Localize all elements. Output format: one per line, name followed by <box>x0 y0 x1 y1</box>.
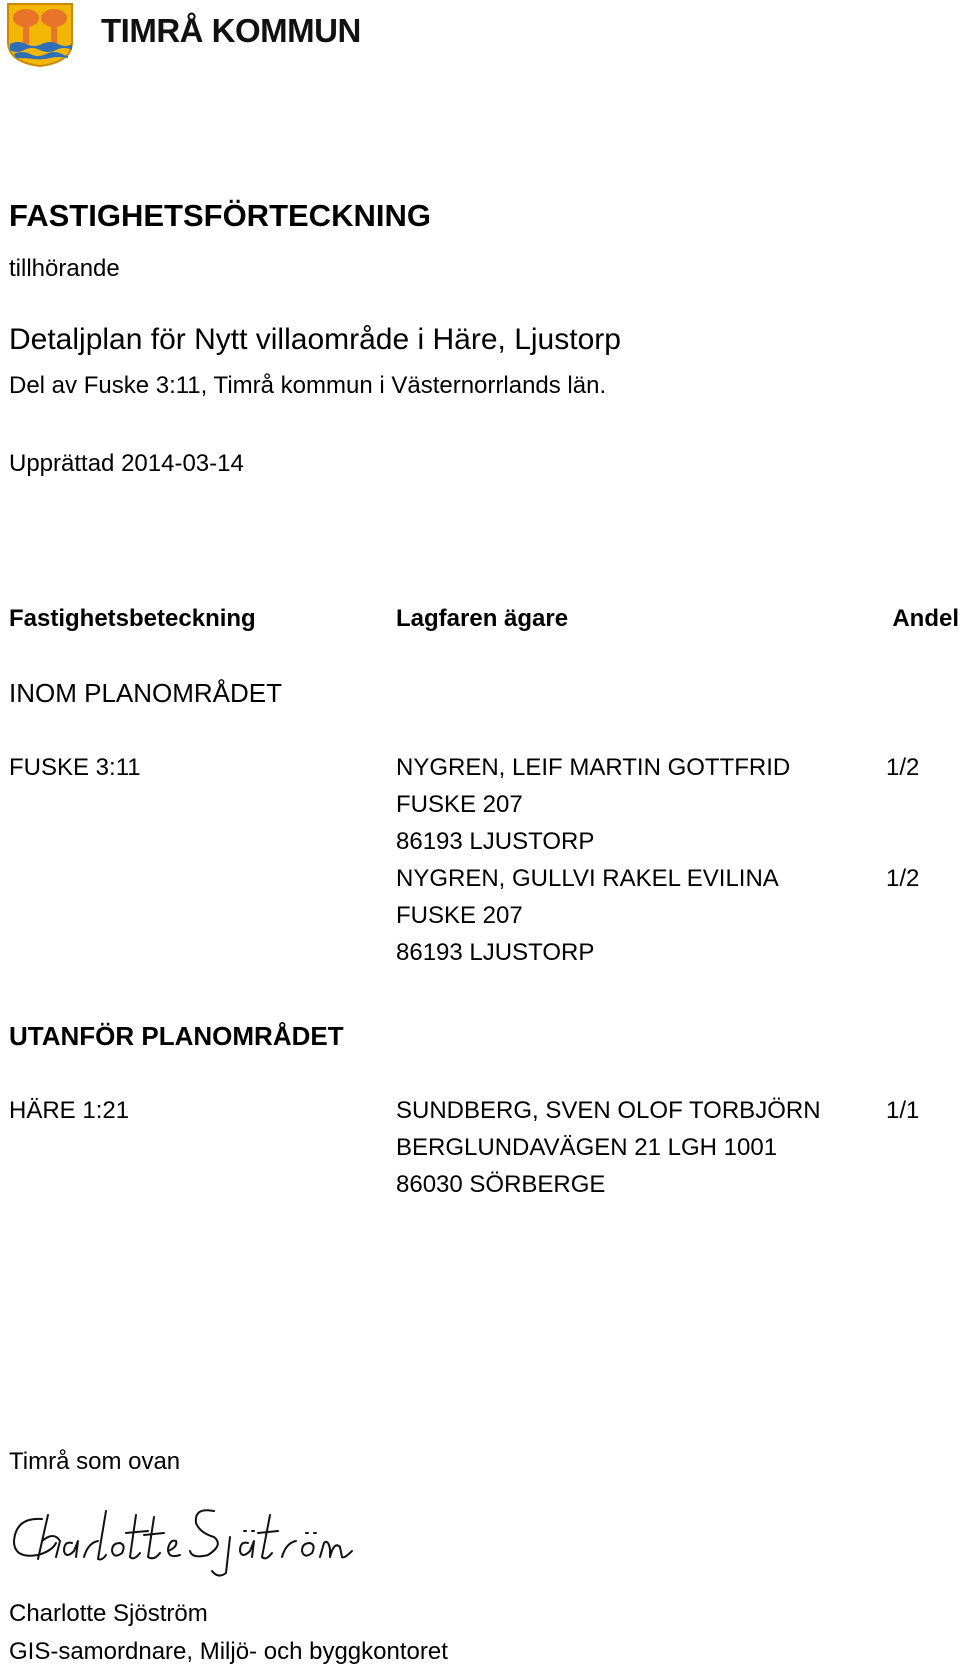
header-logo <box>6 2 361 68</box>
document-title: FASTIGHETSFÖRTECKNING <box>9 198 431 233</box>
owner-line: FUSKE 207 <box>396 902 523 929</box>
column-header-owner: Lagfaren ägare <box>396 605 569 632</box>
signer-name: Charlotte Sjöström <box>9 1600 208 1627</box>
share-value: 1/2 <box>886 865 920 892</box>
owner-line: SUNDBERG, SVEN OLOF TORBJÖRN <box>396 1097 821 1124</box>
owner-line: 86030 SÖRBERGE <box>396 1171 606 1198</box>
document-subtitle: tillhörande <box>9 255 120 282</box>
owner-line: FUSKE 207 <box>396 791 523 818</box>
owner-line: BERGLUNDAVÄGEN 21 LGH 1001 <box>396 1134 778 1161</box>
property-id: HÄRE 1:21 <box>9 1097 130 1124</box>
plan-description: Del av Fuske 3:11, Timrå kommun i Västernorrlands län. <box>9 372 607 399</box>
owner-line: NYGREN, LEIF MARTIN GOTTFRID <box>396 754 791 781</box>
created-date: Upprättad 2014-03-14 <box>9 450 244 477</box>
column-header-share: Andel <box>892 605 959 632</box>
owner-line: 86193 LJUSTORP <box>396 828 595 855</box>
coat-of-arms-icon <box>6 2 76 68</box>
plan-name: Detaljplan för Nytt villaområde i Häre, Ljustorp <box>9 323 621 356</box>
owner-line: NYGREN, GULLVI RAKEL EVILINA <box>396 865 779 892</box>
section-heading-outside: UTANFÖR PLANOMRÅDET <box>9 1021 344 1051</box>
share-value: 1/1 <box>886 1097 920 1124</box>
share-value: 1/2 <box>886 754 920 781</box>
logo-text: TIMRÅ KOMMUN <box>101 12 361 49</box>
handwritten-signature <box>8 1497 358 1582</box>
signer-role: GIS-samordnare, Miljö- och byggkontoret <box>9 1638 448 1665</box>
owner-line: 86193 LJUSTORP <box>396 939 595 966</box>
signoff-text: Timrå som ovan <box>9 1448 181 1475</box>
property-id: FUSKE 3:11 <box>9 754 141 781</box>
section-heading-inside: INOM PLANOMRÅDET <box>9 678 283 708</box>
column-header-property: Fastighetsbeteckning <box>9 605 256 632</box>
